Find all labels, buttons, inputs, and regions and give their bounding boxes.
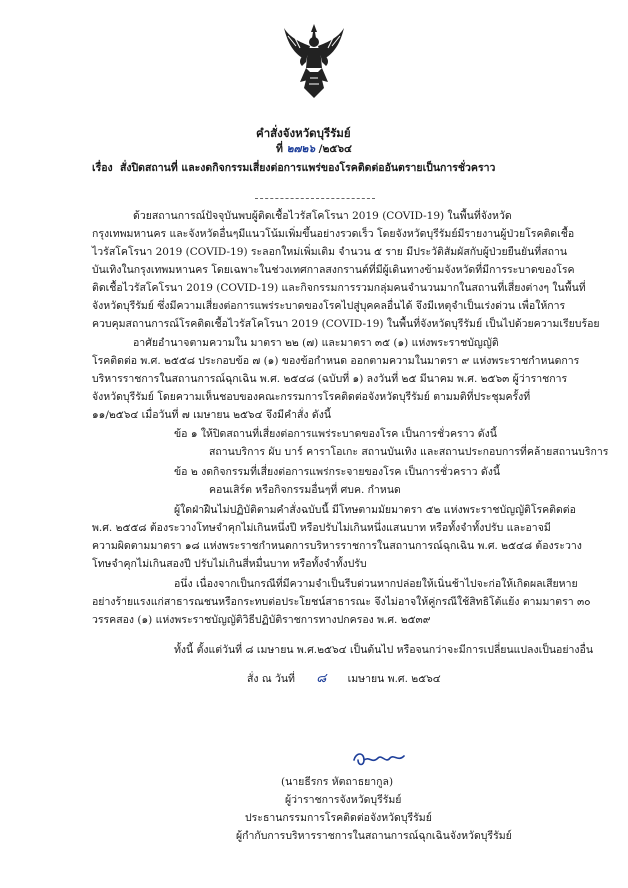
handwritten-number: ๒๗๒๖	[286, 143, 315, 155]
ordered-suffix: เมษายน พ.ศ. ๒๕๖๔	[347, 673, 441, 685]
handwritten-day: ๘	[316, 671, 327, 686]
subject-text: สั่งปิดสถานที่ และงดกิจกรรมเสี่ยงต่อการแพร่ของโรคติดต่ออันตรายเป็นการชั่วคราว	[119, 162, 496, 174]
p4-line: อย่างร้ายแรงแก่สาธารณชนหรือกระทบต่อประโยชน์สาธารณะ จึงไม่อาจให้คู่กรณีใช้สิทธิโต้แย้ง ตามมาตรา ๓๐	[92, 596, 591, 608]
p3-line: โทษจำคุกไม่เกินสองปี ปรับไม่เกินสี่หมื่นบาท หรือทั้งจำทั้งปรับ	[92, 558, 367, 570]
signatory-title-3: ผู้กำกับการบริหารราชการในสถานการณ์ฉุกเฉินจังหวัดบุรีรัมย์	[236, 830, 512, 842]
p2-line: โรคติดต่อ พ.ศ. ๒๕๕๘ ประกอบข้อ ๗ (๑) ของข้อกำหนด ออกตามความในมาตรา ๙ แห่งพระราชกำหนดการ	[92, 355, 580, 367]
separator-line	[255, 198, 375, 199]
p1-line: ด้วยสถานการณ์ปัจจุบันพบผู้ติดเชื้อไวรัสโคโรนา 2019 (COVID-19) ในพื้นที่จังหวัด	[133, 210, 512, 222]
p4-line: วรรคสอง (๑) แห่งพระราชบัญญัติวิธีปฏิบัติราชการทางปกครอง พ.ศ. ๒๕๓๙	[92, 614, 431, 626]
number-suffix: /๒๕๖๔	[318, 143, 352, 155]
p2-line: จังหวัดบุรีรัมย์ โดยความเห็นชอบของคณะกรรมการโรคติดต่อจังหวัดบุรีรัมย์ ตามมติที่ประชุมครั้งที่	[92, 391, 531, 403]
p4-line: อนึ่ง เนื่องจากเป็นกรณีที่มีความจำเป็นรีบด่วนหากปล่อยให้เนิ่นช้าไปจะก่อให้เกิดผลเสียหาย	[174, 578, 578, 590]
item-2-detail: คอนเสิร์ต หรือกิจกรรมอื่นๆที่ ศบค. กำหนด	[209, 484, 401, 496]
p2-line: ๑๑/๒๕๖๔ เมื่อวันที่ ๗ เมษายน ๒๕๖๔ จึงมีคำสั่ง ดังนี้	[92, 409, 331, 421]
signatory-name: (นายธีรกร หัตถาธยากูล)	[281, 776, 394, 788]
ordered-date-line	[247, 672, 441, 686]
p1-line: ติดเชื้อไวรัสโคโรนา 2019 (COVID-19) และกิจกรรมการรวมกลุ่มคนจำนวนมากในสถานที่เสี่ยงต่างๆ ในพื้นที่	[92, 282, 586, 294]
signatory-title-2: ประธานกรรมการโรคติดต่อจังหวัดบุรีรัมย์	[245, 812, 432, 824]
p3-line: ความผิดตามมาตรา ๑๘ แห่งพระราชกำหนดการบริหารราชการในสถานการณ์ฉุกเฉิน พ.ศ. ๒๕๔๘ ต้องระวาง	[92, 540, 582, 552]
subject-line	[92, 162, 495, 175]
p2-line: อาศัยอำนาจตามความใน มาตรา ๒๒ (๗) และมาตรา ๓๕ (๑) แห่งพระราชบัญญัติ	[133, 337, 499, 349]
p1-line: ไวรัสโคโรนา 2019 (COVID-19) ระลอกใหม่เพิ่มเติม จำนวน ๕ ราย มีประวัติสัมผัสกับผู้ป่วยยืนยันที่สถาน	[92, 246, 568, 258]
handwritten-signature	[350, 748, 410, 770]
item-1: ข้อ ๑ ให้ปิดสถานที่เสี่ยงต่อการแพร่ระบาดของโรค เป็นการชั่วคราว ดังนี้	[174, 428, 497, 440]
p1-line: จังหวัดบุรีรัมย์ ซึ่งมีความเสี่ยงต่อการแพร่ระบาดของโรคไปสู่บุคคลอื่นได้ จึงมีเหตุจำเป็นเร่งด่วน เพื่อให้การ	[92, 300, 566, 312]
p1-line: ควบคุมสถานการณ์โรคติดเชื้อไวรัสโคโรนา 2019 (COVID-19) ในพื้นที่จังหวัดบุรีรัมย์ เป็นไปด้วยความเรียบร้อย	[92, 318, 600, 330]
p2-line: บริหารราชการในสถานการณ์ฉุกเฉิน พ.ศ. ๒๕๔๘ (ฉบับที่ ๑) ลงวันที่ ๒๕ มีนาคม พ.ศ. ๒๕๖๓ ผู้ว่าราชการ	[92, 373, 568, 385]
p3-line: พ.ศ. ๒๕๕๘ ต้องระวางโทษจำคุกไม่เกินหนึ่งปี หรือปรับไม่เกินหนึ่งแสนบาท หรือทั้งจำทั้งปรับ และอาจมี	[92, 522, 551, 534]
p1-line: กรุงเทพมหานคร และจังหวัดอื่นๆมีแนวโน้มเพิ่มขึ้นอย่างรวดเร็ว โดยจังหวัดบุรีรัมย์มีรายงานผู้ป่วยโรคติดเชื้อ	[92, 228, 575, 240]
item-1-detail: สถานบริการ ผับ บาร์ คาราโอเกะ สถานบันเทิง และสถานประกอบการที่คล้ายสถานบริการ	[209, 446, 609, 458]
signatory-title-1: ผู้ว่าราชการจังหวัดบุรีรัมย์	[285, 794, 402, 806]
p3-line: ผู้ใดฝ่าฝืนไม่ปฏิบัติตามคำสั่งฉบับนี้ มีโทษตามมัยมาตรา ๕๒ แห่งพระราชบัญญัติโรคติดต่อ	[174, 504, 576, 516]
ordered-prefix: สั่ง ณ วันที่	[247, 673, 295, 685]
number-prefix: ที่	[276, 143, 283, 155]
order-number	[276, 143, 352, 156]
garuda-emblem-icon	[282, 22, 346, 100]
item-2: ข้อ ๒ งดกิจกรรมที่เสี่ยงต่อการแพร่กระจายของโรค เป็นการชั่วคราว ดังนี้	[174, 466, 500, 478]
effective-date-line: ทั้งนี้ ตั้งแต่วันที่ ๘ เมษายน พ.ศ.๒๕๖๔ เป็นต้นไป หรือจนกว่าจะมีการเปลี่ยนแปลงเป็นอย่างอื่น	[174, 644, 594, 656]
order-title: คำสั่งจังหวัดบุรีรัมย์	[256, 126, 351, 140]
subject-label: เรื่อง	[92, 162, 113, 174]
p1-line: บันเทิงในกรุงเทพมหานคร โดยเฉพาะในช่วงเทศกาลสงกรานต์ที่มีผู้เดินทางข้ามจังหวัดที่มีการระบาดของโรค	[92, 264, 575, 276]
